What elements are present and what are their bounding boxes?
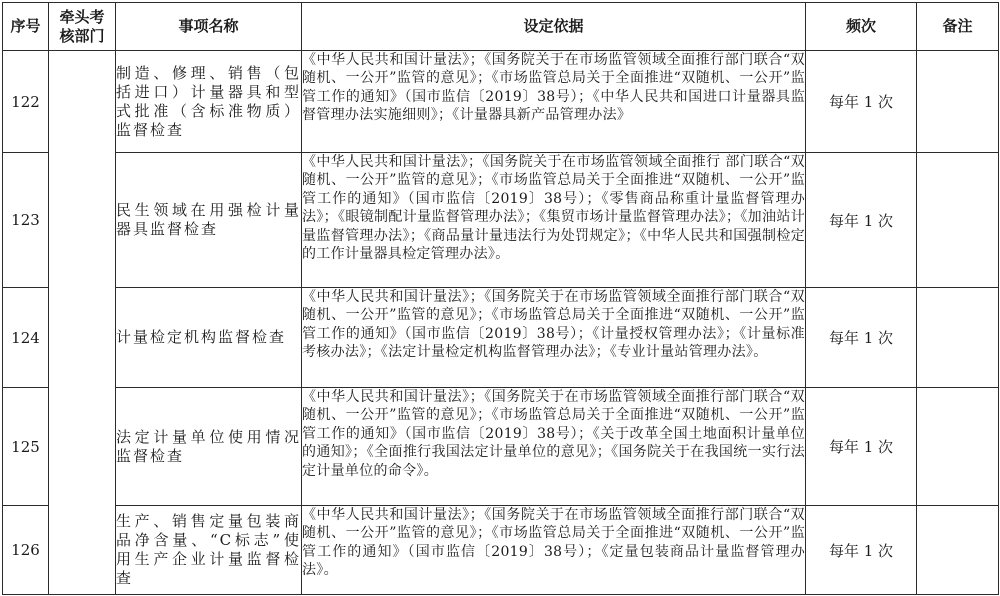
row-basis: 《中华人民共和国计量法》；《国务院关于在市场监管领域全面推行部门联合“双随机、一公开”监管的意见》；《市场监管总局关于全面推进“双随机、一公开”监管工作的通知》（国市监信〔2019〕38号）；《关于改革全国土地面积计量单位的通知》；《全面推行我国法定计量单位的意见》；《国务院关于在我国统一实行法定计量单位的命令》。 <box>302 388 806 506</box>
header-lead-dept: 牵头考核部门 <box>49 3 116 51</box>
header-seq: 序号 <box>3 3 49 51</box>
table-row <box>3 153 999 288</box>
row-frequency: 每年 1 次 <box>806 51 917 153</box>
table-row <box>3 51 999 153</box>
row-seq: 123 <box>3 153 49 288</box>
row-item-name: 制造、修理、销售（包括进口）计量器具和型式批准（含标准物质）监督检查 <box>116 51 302 153</box>
row-item-name: 法定计量单位使用情况监督检查 <box>116 388 302 506</box>
row-seq: 122 <box>3 51 49 153</box>
row-seq: 126 <box>3 506 49 595</box>
row-basis: 《中华人民共和国计量法》；《国务院关于在市场监管领域全面推行部门联合“双随机、一公开”监管的意见》；《市场监管总局关于全面推进“双随机、一公开”监管工作的通知》（国市监信〔2019〕38号）；《定量包装商品计量监督管理办法》。 <box>302 506 806 595</box>
row-item-name: 计量检定机构监督检查 <box>116 288 302 388</box>
row-seq: 125 <box>3 388 49 506</box>
row-remarks <box>917 288 999 388</box>
row-frequency: 每年 1 次 <box>806 506 917 595</box>
row-remarks <box>917 506 999 595</box>
row-frequency: 每年 1 次 <box>806 288 917 388</box>
row-remarks <box>917 51 999 153</box>
row-frequency: 每年 1 次 <box>806 388 917 506</box>
header-basis: 设定依据 <box>302 3 806 51</box>
row-remarks <box>917 153 999 288</box>
table-row <box>3 388 999 506</box>
row-item-name: 生产、销售定量包装商品净含量、“C标志”使用生产企业计量监督检查 <box>116 506 302 595</box>
table-row <box>3 506 999 595</box>
header-item-name: 事项名称 <box>116 3 302 51</box>
row-frequency: 每年 1 次 <box>806 153 917 288</box>
row-remarks <box>917 388 999 506</box>
row-basis: 《中华人民共和国计量法》；《国务院关于在市场监管领域全面推行 部门联合“双随机、一公开”监管的意见》；《市场监管总局关于全面推进“双随机、一公开”监管工作的通知》（国市监信〔2019〕38号）；《零售商品称重计量监督管理办法》；《眼镜制配计量监督管理办法》；《集贸市场计量监督管理办法》；《加油站计量监督管理办法》；《商品量计量违法行为处罚规定》；《中华人民共和国强制检定的工作计量器具检定管理办法》。 <box>302 153 806 288</box>
table-header-row <box>3 3 999 51</box>
row-basis: 《中华人民共和国计量法》；《国务院关于在市场监管领域全面推行部门联合“双随机、一公开”监管的意见》；《市场监管总局关于全面推进“双随机、一公开”监管工作的通知》（国市监信〔2019〕38号）；《中华人民共和国进口计量器具监督管理办法实施细则》；《计量器具新产品管理办法》 <box>302 51 806 153</box>
header-remarks: 备注 <box>917 3 999 51</box>
row-item-name: 民生领域在用强检计量器具监督检查 <box>116 153 302 288</box>
header-frequency: 频次 <box>806 3 917 51</box>
table-row <box>3 288 999 388</box>
row-seq: 124 <box>3 288 49 388</box>
lead-dept-cell <box>49 51 116 595</box>
supervision-items-table <box>2 2 999 595</box>
row-basis: 《中华人民共和国计量法》；《国务院关于在市场监管领域全面推行部门联合“双随机、一公开”监管的意见》；《市场监管总局关于全面推进“双随机、一公开”监管工作的通知》（国市监信〔2019〕38号）；《计量授权管理办法》；《计量标准考核办法》；《法定计量检定机构监督管理办法》；《专业计量站管理办法》。 <box>302 288 806 388</box>
